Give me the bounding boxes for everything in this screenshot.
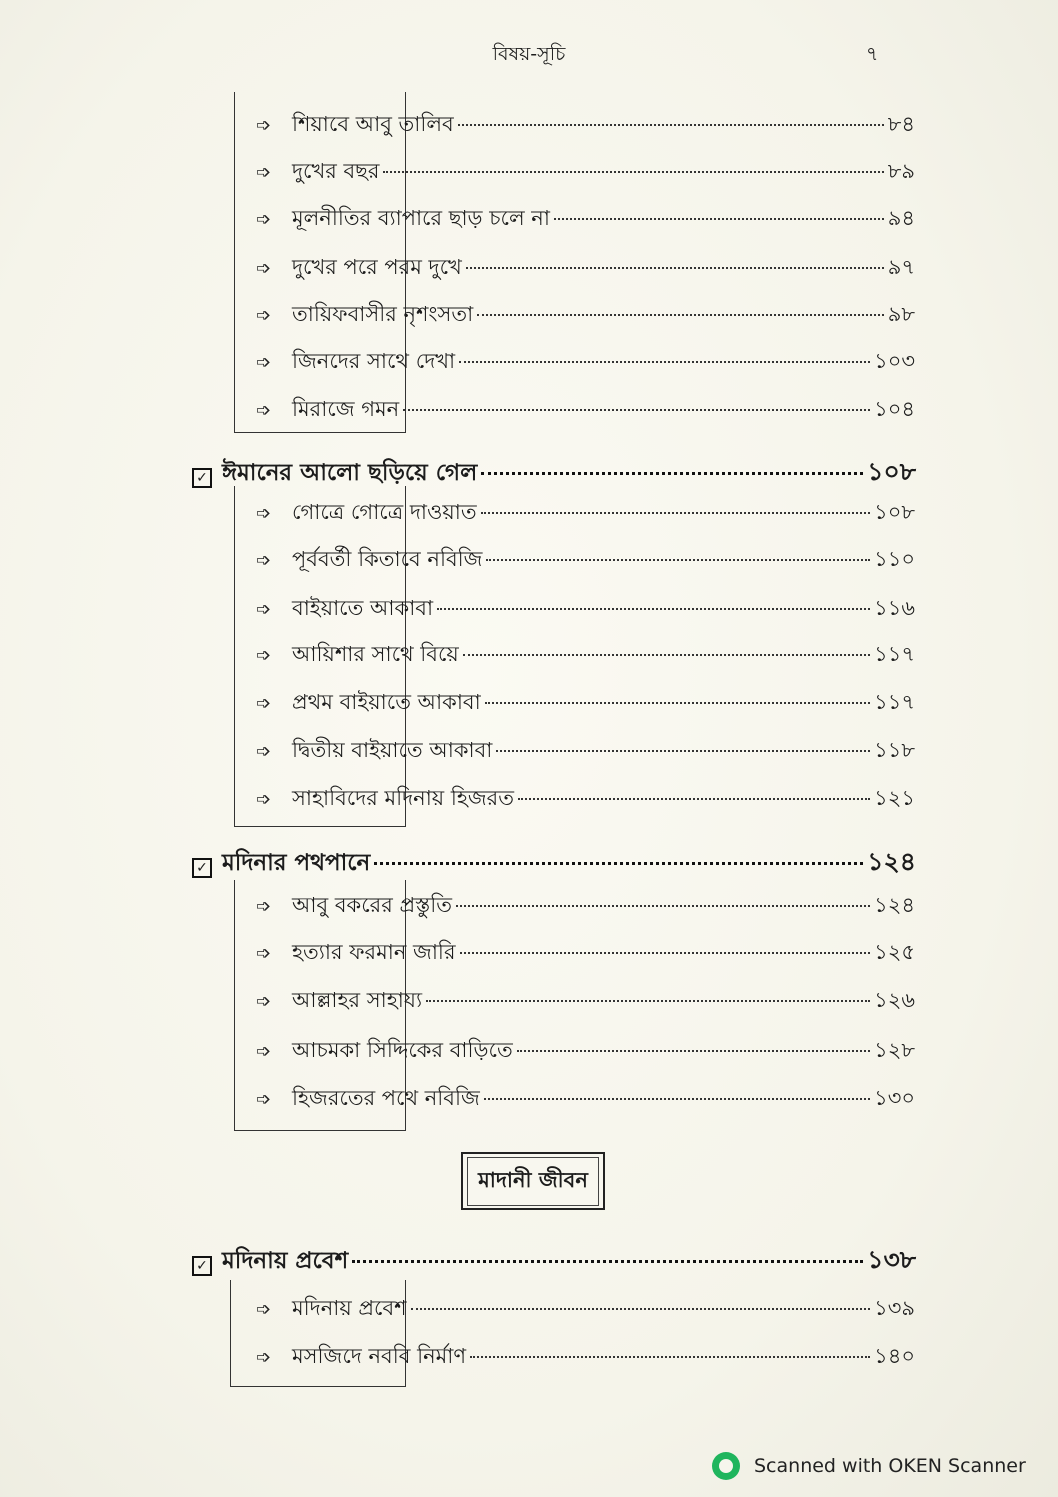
leader-dots bbox=[481, 512, 870, 514]
entry-page: ১১৭ bbox=[874, 642, 915, 666]
toc-entry[interactable] bbox=[256, 686, 915, 721]
toc-entry[interactable] bbox=[256, 936, 915, 971]
leader-dots bbox=[411, 1308, 870, 1310]
entry-page: ১১৮ bbox=[874, 738, 915, 762]
entry-page: ১২৬ bbox=[874, 988, 915, 1012]
arrow-bullet-icon: ➩ bbox=[256, 1299, 272, 1320]
entry-title: দুখের বছর bbox=[292, 159, 380, 183]
leader-dots bbox=[374, 862, 863, 865]
toc-entry[interactable] bbox=[256, 496, 915, 531]
entry-page: ৮৯ bbox=[887, 159, 915, 183]
entry-title: আয়িশার সাথে বিয়ে bbox=[292, 642, 459, 666]
toc-entry[interactable] bbox=[256, 251, 915, 286]
leader-dots bbox=[554, 218, 884, 220]
toc-section-heading[interactable] bbox=[192, 1240, 916, 1283]
section-page: ১০৮ bbox=[867, 457, 916, 486]
leader-dots bbox=[352, 1260, 863, 1263]
toc-entry[interactable] bbox=[256, 393, 915, 428]
toc-entry[interactable] bbox=[256, 298, 915, 333]
entry-page: ১২১ bbox=[874, 786, 915, 810]
leader-dots bbox=[484, 1098, 870, 1100]
entry-title: বাইয়াতে আকাবা bbox=[292, 596, 434, 620]
entry-title: আবু বকরের প্রস্তুতি bbox=[292, 893, 452, 917]
toc-section-heading[interactable] bbox=[192, 842, 916, 885]
arrow-bullet-icon: ➩ bbox=[256, 503, 272, 524]
page-header-title: বিষয়-সূচি bbox=[492, 43, 566, 65]
toc-entry[interactable] bbox=[256, 782, 915, 817]
toc-entry[interactable] bbox=[256, 1292, 915, 1327]
leader-dots bbox=[486, 559, 870, 561]
entry-title: প্রথম বাইয়াতে আকাবা bbox=[292, 690, 481, 714]
leader-dots bbox=[403, 409, 870, 411]
arrow-bullet-icon: ➩ bbox=[256, 599, 272, 620]
entry-page: ১১৬ bbox=[874, 596, 915, 620]
oken-scanner-logo-icon bbox=[712, 1452, 740, 1480]
entry-page: ১১৭ bbox=[874, 690, 915, 714]
entry-page: ১০৮ bbox=[874, 500, 915, 524]
section-title: ঈমানের আলো ছড়িয়ে গেল bbox=[222, 460, 478, 486]
arrow-bullet-icon: ➩ bbox=[256, 209, 272, 230]
toc-entry[interactable] bbox=[256, 202, 915, 237]
leader-dots bbox=[426, 1000, 870, 1002]
arrow-bullet-icon: ➩ bbox=[256, 789, 272, 810]
toc-entry[interactable] bbox=[256, 1034, 915, 1069]
part-banner-title: মাদানী জীবন bbox=[467, 1157, 599, 1206]
section-page: ১২৪ bbox=[867, 847, 916, 876]
arrow-bullet-icon: ➩ bbox=[256, 305, 272, 326]
entry-page: ৯৭ bbox=[887, 255, 915, 279]
entry-page: ১০৩ bbox=[874, 349, 915, 373]
arrow-bullet-icon: ➩ bbox=[256, 258, 272, 279]
part-banner bbox=[461, 1152, 605, 1210]
entry-page: ১২৮ bbox=[874, 1038, 915, 1062]
checkbox-icon: ✓ bbox=[192, 468, 212, 488]
section-page: ১৩৮ bbox=[867, 1245, 916, 1274]
leader-dots bbox=[485, 702, 870, 704]
entry-page: ১২৫ bbox=[874, 940, 915, 964]
toc-entry[interactable] bbox=[256, 592, 915, 627]
leader-dots bbox=[463, 654, 870, 656]
toc-entry[interactable] bbox=[256, 638, 915, 673]
toc-entry[interactable] bbox=[256, 108, 915, 143]
entry-page: ১১০ bbox=[874, 547, 915, 571]
entry-page: ১২৪ bbox=[874, 893, 915, 917]
entry-page: ৯৮ bbox=[887, 302, 915, 326]
arrow-bullet-icon: ➩ bbox=[256, 991, 272, 1012]
entry-title: দ্বিতীয় বাইয়াতে আকাবা bbox=[292, 738, 493, 762]
entry-title: গোত্রে গোত্রে দাওয়াত bbox=[292, 500, 477, 524]
leader-dots bbox=[517, 1050, 870, 1052]
toc-entry[interactable] bbox=[256, 345, 915, 380]
entry-title: হিজরতের পথে নবিজি bbox=[292, 1086, 480, 1110]
entry-title: সাহাবিদের মদিনায় হিজরত bbox=[292, 786, 514, 810]
scanner-text: Scanned with OKEN Scanner bbox=[754, 1455, 1026, 1477]
entry-page: ১৩৯ bbox=[874, 1296, 915, 1320]
entry-title: হত্যার ফরমান জারি bbox=[292, 940, 456, 964]
leader-dots bbox=[459, 361, 870, 363]
entry-page: ১৪০ bbox=[874, 1344, 915, 1368]
entry-page: ৯৪ bbox=[887, 206, 915, 230]
arrow-bullet-icon: ➩ bbox=[256, 162, 272, 183]
leader-dots bbox=[458, 124, 884, 126]
toc-entry[interactable] bbox=[256, 889, 915, 924]
leader-dots bbox=[437, 608, 870, 610]
entry-title: তায়িফবাসীর নৃশংসতা bbox=[292, 302, 474, 326]
leader-dots bbox=[383, 171, 883, 173]
leader-dots bbox=[456, 905, 870, 907]
arrow-bullet-icon: ➩ bbox=[256, 645, 272, 666]
toc-entry[interactable] bbox=[256, 984, 915, 1019]
arrow-bullet-icon: ➩ bbox=[256, 550, 272, 571]
arrow-bullet-icon: ➩ bbox=[256, 741, 272, 762]
entry-title: মসজিদে নববি নির্মাণ bbox=[292, 1344, 467, 1368]
entry-title: দুখের পরে পরম দুখে bbox=[292, 255, 462, 279]
section-title: মদিনার পথপানে bbox=[222, 850, 371, 876]
section-title: মদিনায় প্রবেশ bbox=[222, 1248, 349, 1274]
page-number: ৭ bbox=[866, 43, 879, 65]
arrow-bullet-icon: ➩ bbox=[256, 1041, 272, 1062]
entry-title: মদিনায় প্রবেশ bbox=[292, 1296, 407, 1320]
entry-title: মিরাজে গমন bbox=[292, 397, 400, 421]
leader-dots bbox=[481, 472, 863, 475]
entry-title: মূলনীতির ব্যাপারে ছাড় চলে না bbox=[292, 206, 550, 230]
arrow-bullet-icon: ➩ bbox=[256, 943, 272, 964]
entry-title: আল্লাহর সাহায্য bbox=[292, 988, 423, 1012]
entry-title: আচমকা সিদ্দিকের বাড়িতে bbox=[292, 1038, 513, 1062]
arrow-bullet-icon: ➩ bbox=[256, 896, 272, 917]
toc-entry[interactable] bbox=[256, 543, 915, 578]
entry-title: শিয়াবে আবু তালিব bbox=[292, 112, 454, 136]
toc-entry[interactable] bbox=[256, 155, 915, 190]
toc-entry[interactable] bbox=[256, 1340, 915, 1375]
arrow-bullet-icon: ➩ bbox=[256, 693, 272, 714]
entry-page: ১৩০ bbox=[874, 1086, 915, 1110]
scanner-watermark bbox=[712, 1452, 1026, 1480]
leader-dots bbox=[460, 952, 871, 954]
arrow-bullet-icon: ➩ bbox=[256, 115, 272, 136]
arrow-bullet-icon: ➩ bbox=[256, 352, 272, 373]
leader-dots bbox=[470, 1356, 870, 1358]
arrow-bullet-icon: ➩ bbox=[256, 400, 272, 421]
leader-dots bbox=[496, 750, 870, 752]
toc-entry[interactable] bbox=[256, 1082, 915, 1117]
entry-title: জিনদের সাথে দেখা bbox=[292, 349, 456, 373]
arrow-bullet-icon: ➩ bbox=[256, 1347, 272, 1368]
leader-dots bbox=[477, 314, 884, 316]
entry-page: ১০৪ bbox=[874, 397, 915, 421]
toc-entry[interactable] bbox=[256, 734, 915, 769]
entry-title: পূর্ববর্তী কিতাবে নবিজি bbox=[292, 547, 483, 571]
leader-dots bbox=[466, 267, 884, 269]
leader-dots bbox=[518, 798, 870, 800]
checkbox-icon: ✓ bbox=[192, 1256, 212, 1276]
entry-page: ৮৪ bbox=[887, 112, 915, 136]
arrow-bullet-icon: ➩ bbox=[256, 1089, 272, 1110]
checkbox-icon: ✓ bbox=[192, 858, 212, 878]
